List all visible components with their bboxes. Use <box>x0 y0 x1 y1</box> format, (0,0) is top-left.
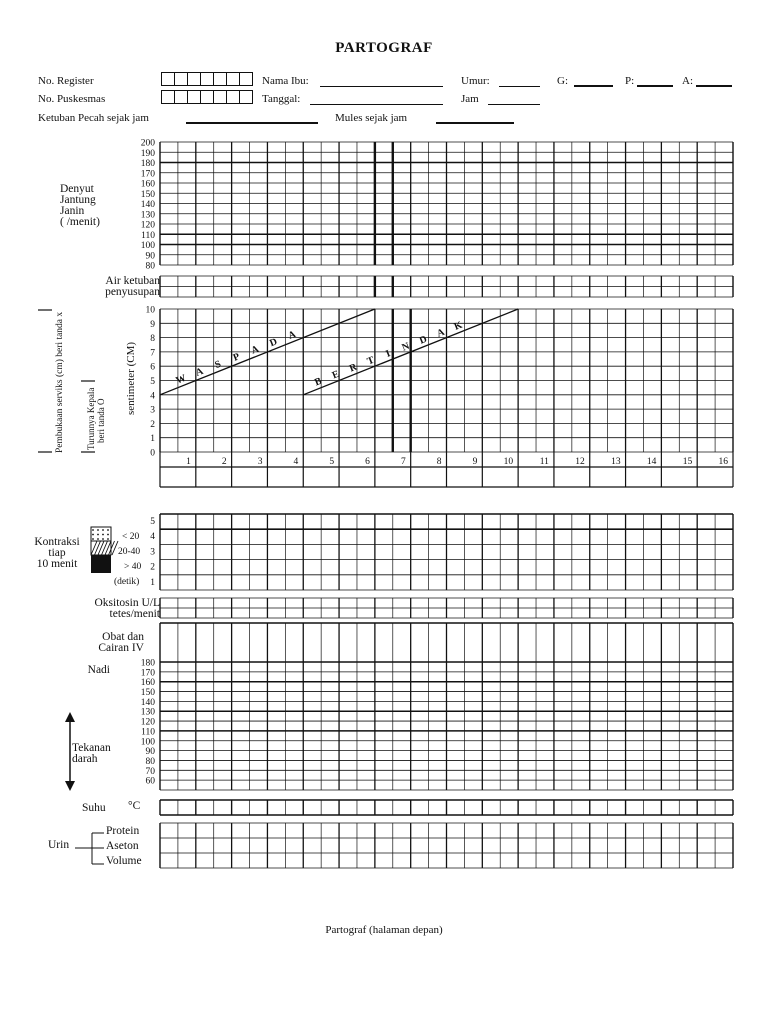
sentimeter-axis-label: sentimeter (CM) <box>125 341 137 415</box>
obat-label: Obat dan Cairan IV <box>98 631 144 654</box>
djj-scale-tick: 150 <box>140 189 155 200</box>
legend-dot <box>92 529 94 531</box>
urin-protein-label: Protein <box>106 825 140 837</box>
kontraksi-legend-lt20: < 20 <box>122 532 140 542</box>
vital-scale-tick: 170 <box>140 668 155 679</box>
kontraksi-scale-tick: 5 <box>150 517 155 527</box>
hour-label: 4 <box>293 457 299 467</box>
kontraksi-scale-tick: 4 <box>150 532 155 543</box>
serviks-scale-tick: 3 <box>150 405 155 416</box>
umur-label: Umur: <box>461 75 490 87</box>
bertindak-letter: I <box>384 348 393 360</box>
ketuban-pecah-label: Ketuban Pecah sejak jam <box>38 112 149 124</box>
turunnya-kepala-label: Turunnya Kepala <box>86 387 96 450</box>
urin-label: Urin <box>48 839 70 851</box>
hour-label: 11 <box>539 457 549 467</box>
vital-scale-tick: 120 <box>140 717 155 728</box>
vital-scale-tick: 60 <box>145 776 155 787</box>
djj-scale-tick: 170 <box>140 169 155 180</box>
hour-label: 14 <box>646 457 657 467</box>
vital-scale-tick: 70 <box>145 766 155 777</box>
legend-dot <box>92 538 94 540</box>
vital-scale-tick: 130 <box>140 707 155 718</box>
kontraksi-legend-20-40: 20-40 <box>118 547 141 557</box>
tanggal-label: Tanggal: <box>262 93 301 105</box>
legend-solid-swatch <box>91 555 111 573</box>
waspada-letter: D <box>268 336 279 350</box>
gravida-label: G: <box>557 75 568 87</box>
serviks-scale-tick: 7 <box>150 348 155 359</box>
waspada-letter: S <box>213 358 223 372</box>
page-title: PARTOGRAF <box>335 40 433 56</box>
serviks-scale-tick: 6 <box>150 362 155 373</box>
vital-scale-tick: 100 <box>140 737 155 748</box>
vital-scale-tick: 150 <box>140 688 155 699</box>
hour-label: 13 <box>611 457 621 467</box>
djj-scale-tick: 110 <box>141 230 155 241</box>
bertindak-letter: T <box>365 354 376 368</box>
djj-scale-tick: 80 <box>145 261 155 272</box>
urin-aseton-label: Aseton <box>106 840 139 852</box>
serviks-scale-tick: 9 <box>150 319 155 330</box>
pembukaan-serviks-label: Pembukaan serviks (cm) beri tanda x <box>55 311 65 453</box>
bertindak-letter: D <box>417 333 429 347</box>
legend-dot <box>102 529 104 531</box>
djj-scale-tick: 200 <box>140 138 155 149</box>
serviks-scale-tick: 4 <box>150 391 155 402</box>
legend-dot <box>97 534 99 536</box>
suhu-unit: °C <box>128 800 141 812</box>
abortus-label: A: <box>682 75 693 87</box>
legend-dot <box>97 529 99 531</box>
hour-label: 7 <box>400 457 406 467</box>
no-puskesmas-label: No. Puskesmas <box>38 93 106 105</box>
no-register-label: No. Register <box>38 75 94 87</box>
bertindak-letter: K <box>452 319 464 333</box>
legend-dot <box>107 538 109 540</box>
hour-label: 3 <box>257 457 263 467</box>
djj-label: Denyut Jantung Janin ( /menit) <box>60 183 100 228</box>
hour-label: 9 <box>472 457 478 467</box>
legend-dot <box>102 534 104 536</box>
hour-label: 12 <box>575 457 585 467</box>
legend-dot <box>97 538 99 540</box>
kontraksi-scale-tick: 3 <box>150 547 155 558</box>
serviks-scale-tick: 2 <box>150 419 155 430</box>
oksitosin-label: Oksitosin U/L tetes/menit <box>94 597 160 620</box>
urin-volume-label: Volume <box>106 855 142 867</box>
djj-scale-tick: 140 <box>140 200 155 210</box>
kontraksi-scale-tick: 2 <box>150 562 155 573</box>
serviks-scale-tick: 1 <box>150 434 155 445</box>
serviks-scale-tick: 5 <box>150 377 155 387</box>
waspada-letter: A <box>194 365 205 379</box>
kontraksi-legend-detik: (detik) <box>114 577 140 587</box>
waspada-letter: W <box>174 372 188 387</box>
kontraksi-label: Kontraksi tiap 10 menit <box>34 536 80 570</box>
mules-label: Mules sejak jam <box>335 112 408 124</box>
kontraksi-legend-gt40: > 40 <box>124 562 142 572</box>
hour-label: 5 <box>329 457 335 467</box>
vital-scale-tick: 80 <box>145 756 155 767</box>
nadi-label: Nadi <box>87 664 110 676</box>
legend-dot <box>102 538 104 540</box>
djj-scale-tick: 180 <box>140 159 155 169</box>
bertindak-letter: B <box>313 375 324 389</box>
djj-scale-tick: 120 <box>140 220 155 231</box>
bertindak-letter: E <box>330 368 341 382</box>
arrow-down-icon <box>65 781 75 791</box>
arrow-up-icon <box>65 712 75 722</box>
hour-label: 2 <box>221 457 227 467</box>
vital-scale-tick: 90 <box>145 747 155 758</box>
serviks-scale-tick: 10 <box>145 305 155 316</box>
waspada-letter: A <box>286 328 298 342</box>
bertindak-letter: N <box>400 340 412 354</box>
serviks-scale-tick: 8 <box>150 334 155 345</box>
hour-label: 8 <box>436 457 442 467</box>
serviks-scale-tick: 0 <box>150 448 155 459</box>
legend-hatch-line <box>112 541 118 555</box>
djj-scale-tick: 160 <box>140 179 155 190</box>
suhu-label: Suhu <box>82 802 106 814</box>
hour-label: 1 <box>186 457 191 467</box>
air-ketuban-label: Air ketuban penyusupan <box>105 275 160 298</box>
hour-label: 15 <box>682 457 693 467</box>
kontraksi-scale-tick: 1 <box>150 577 155 588</box>
djj-scale-tick: 190 <box>140 148 155 159</box>
vital-scale-tick: 110 <box>141 727 155 738</box>
jam-label: Jam <box>461 93 479 105</box>
beri-tanda-o-label: beri tanda O <box>96 398 106 443</box>
legend-dot <box>92 534 94 536</box>
djj-scale-tick: 90 <box>145 251 155 262</box>
vital-scale-tick: 180 <box>140 658 155 669</box>
djj-scale-tick: 100 <box>140 241 155 251</box>
waspada-letter: A <box>249 343 261 357</box>
legend-dot <box>107 529 109 531</box>
hour-label: 10 <box>503 457 514 467</box>
bertindak-letter: A <box>435 326 447 340</box>
legend-dot <box>107 534 109 536</box>
waspada-letter: P <box>231 351 242 364</box>
nama-ibu-label: Nama Ibu: <box>262 75 309 87</box>
hour-label: 6 <box>365 457 370 467</box>
para-label: P: <box>625 75 635 87</box>
bertindak-letter: R <box>347 361 359 375</box>
vital-scale-tick: 140 <box>140 697 155 708</box>
djj-scale-tick: 130 <box>140 210 155 221</box>
tekanan-darah-label: Tekanan darah <box>72 742 111 765</box>
vital-scale-tick: 160 <box>140 678 155 689</box>
footer-caption: Partograf (halaman depan) <box>325 924 443 936</box>
hour-label: 16 <box>718 457 728 467</box>
